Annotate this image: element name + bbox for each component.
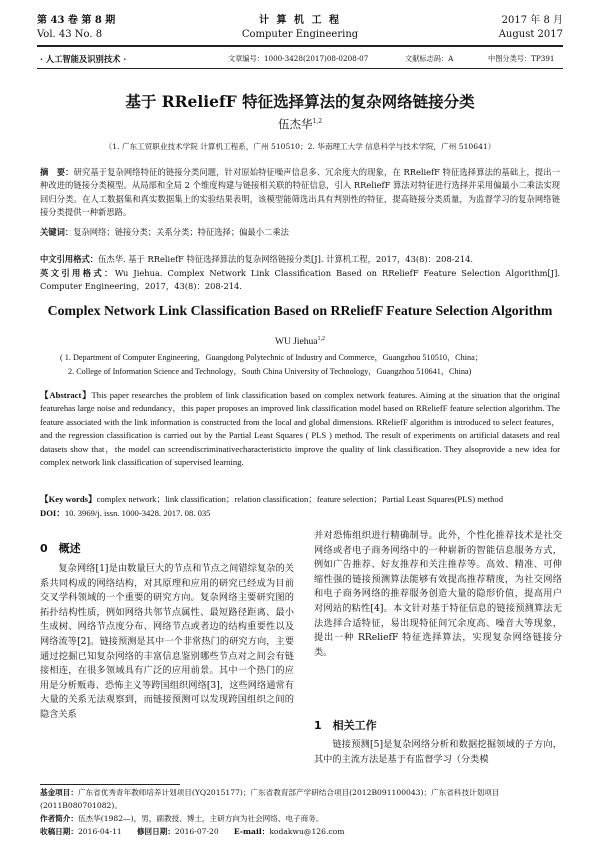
keywords-en-text: complex network；link classification；relation classification；feature selection；Partial Least Squares(PLS) method xyxy=(96,494,503,504)
journal-cn: 计 算 机 工 程 xyxy=(259,15,341,26)
fund-label: 基金项目： xyxy=(40,788,78,797)
citation-en-text: Wu Jiehua. Complex Network Link Classification Based on RReliefF Feature Selection Algorithm[J]. Computer Engineering，2017，43(8)：208-214. xyxy=(40,268,560,292)
title-en: Complex Network Link Classification Based on RReliefF Feature Selection Algorithm xyxy=(47,303,553,318)
email-label: E-mail： xyxy=(233,827,270,836)
citation-cn-label: 中文引用格式： xyxy=(40,254,99,264)
received-date: 2016-04-11 xyxy=(77,827,122,836)
email-link[interactable]: kodakwu@126.com xyxy=(269,827,345,836)
doi xyxy=(40,507,560,520)
journal-en: Computer Engineering xyxy=(241,29,359,40)
section-1-heading: 1 相关工作 xyxy=(314,719,377,732)
abstract-en xyxy=(40,389,560,469)
footnote-author xyxy=(40,813,562,826)
abstract-cn-text: 研究基于复杂网络特征的链接分类问题，针对原始特征噪声信息多、冗余度大的现象，在 RReliefF 特征选择算法的基础上，提出一种改进的链接分类模型。从局部和全局 2 个维度构建与链接相关联的特征信息，引入 RReliefF 算法对特征进行选择并采用偏最小二乘法实现回归分类。在人工数据集和真实数据集上的实验结果表明，该模型能筛选出具有判别性的特征，提高链接分类质量，为监督学习的复杂网络链接分类提供一种新思路。 xyxy=(40,167,560,218)
affiliation-en-2: 2. College of Information Science and Technology，South China University of Technology，Guangzhou 510641，China) xyxy=(68,367,472,376)
document-code: 文献标志码：A xyxy=(405,54,454,63)
doi-text: 10. 3969/j. issn. 1000-3428. 2017. 08. 035 xyxy=(64,508,211,518)
author-en-sup: 1,2 xyxy=(317,336,325,342)
date-en: August 2017 xyxy=(498,29,563,40)
author-cn-sup: 1,2 xyxy=(312,118,323,126)
title-cn: 基于 RReliefF 特征选择算法的复杂网络链接分类 xyxy=(125,92,475,111)
date-cn: 2017 年 8 月 xyxy=(501,15,563,26)
section-0-heading: 0 概述 xyxy=(40,542,81,555)
revised-date: 2016-07-20 xyxy=(174,827,219,836)
info-rule xyxy=(37,68,563,69)
citation-en xyxy=(40,267,560,294)
citation-en-label: 英文引用格式： xyxy=(40,268,115,278)
received-label: 收稿日期： xyxy=(40,827,78,836)
keywords-cn-text: 复杂网络；链接分类；关系分类；特征选择；偏最小二乘法 xyxy=(73,227,289,237)
author-en xyxy=(0,336,600,347)
left-column-paragraph: 复杂网络[1]是由数量巨大的节点和节点之间错综复杂的关系共同构成的网络结构，对其原理和应用的研究已经成为目前交叉学科领域的一个重要的研究方向。复杂网络主要研究图的拓扑结构性质，例如网络共邻节点属性、最短路径距离、最小生成树、网络节点度分布、网络节点或者边的结构重要性以及网络流等[2]。链接预测是其中一个非常热门的研究方向，主要通过挖掘已知复杂网络的丰富信息鉴别哪些节点对之间会有链接相连，在很多领域具有广泛的应用前景。其中一个热门的应用是分析贩毒、恐怖主义等跨国组织网络[3]，这些网络通常有大量的关系无法观察到，而链接预测可以发现跨国组织之间的隐含关系 xyxy=(40,563,294,720)
abstract-cn-label: 摘 要： xyxy=(40,167,74,177)
footnote-rule xyxy=(40,784,180,785)
volume-cn: 第 43 卷 第 8 期 xyxy=(37,15,116,26)
column-label: · 人工智能及识别技术 · xyxy=(40,54,127,64)
doi-label: DOI： xyxy=(40,508,65,518)
author-en-name: WU Jiehua xyxy=(275,337,318,348)
clc-number: 中图分类号：TP391 xyxy=(488,54,555,63)
footnote-dates xyxy=(40,826,344,839)
header-rule xyxy=(37,45,563,47)
author-cn-name: 伍杰华 xyxy=(277,117,313,131)
volume-en: Vol. 43 No. 8 xyxy=(37,29,103,40)
abstract-en-text: This paper researches the problem of link classification based on complex network features. Aiming at the situation that the original featurehas large noise and redundancy，this paper proposes an improved link classification model based on RReliefF feature selection algorithm. The feature associated with the link information is constructed from the local and global dimensions. RReliefF algorithm is introduced to select features，and the regression classification is carried out by the Partial Least Squares ( PLS ) method. The result of experiments on artificial datasets and real datasets show that，the model can screendiscriminativecharacteristicto improve the quality of link classification. They alsoprovide a new idea for complex network link classification of supervised learning. xyxy=(40,390,560,468)
fund-text: 广东省优秀青年教师培养计划项目(YQ2015177)；广东省教育部产学研结合项目(2012B091100043)；广东省科技计划项目(2011B080701082)。 xyxy=(40,788,500,810)
author-cn xyxy=(0,116,600,132)
author-bio-text: 伍杰华(1982—)，男，副教授、博士，主研方向为社会网络、电子商务。 xyxy=(77,814,324,823)
keywords-cn xyxy=(40,226,560,239)
footnote-fund xyxy=(40,787,562,813)
keywords-en xyxy=(40,493,560,506)
citation-cn-text: 伍杰华. 基于 RReliefF 特征选择算法的复杂网络链接分类[J]. 计算机工程，2017，43(8)：208-214. xyxy=(98,254,474,264)
keywords-en-label: 【Key words】 xyxy=(40,494,97,504)
right-column-paragraph-2: 链接预测[5]是复杂网络分析和数据挖掘领域的子方向，其中的主流方法是基于有监督学习（分类模 xyxy=(314,739,562,765)
affiliation-en-1: ( 1. Department of Computer Engineering，Guangdong Polytechnic of Industry and Commerce，Guangzhou 510510，China； xyxy=(60,353,483,362)
affiliation-cn: （1. 广东工贸职业技术学院 计算机工程系，广州 510510；2. 华南理工大学 信息科学与技术学院，广州 510641） xyxy=(104,142,496,151)
abstract-en-label: 【Abstract】 xyxy=(40,390,92,400)
author-bio-label: 作者简介： xyxy=(40,814,78,823)
keywords-cn-label: 关键词： xyxy=(40,227,74,237)
abstract-cn xyxy=(40,166,560,220)
article-number: 文章编号：1000-3428(2017)08-0208-07 xyxy=(228,54,369,63)
citation-cn xyxy=(40,253,560,266)
right-column-paragraph-1: 并对恐怖组织进行精确制导。此外，个性化推荐技术是社交网络或者电子商务网络中的一种崭新的智能信息服务方式，例如广告推荐、好友推荐和关注推荐等。高效、精准、可伸缩性强的链接预测算法能够有效提高推荐精度，为社交网络和电子商务网络的推荐服务创造大量的隐形价值，提高用户对网站的粘性[4]。本文针对基于特征信息的链接预测算法无法选择合适特征，易出现特征间冗余度高、噪音大等现象，提出一种 RReliefF 特征选择算法，实现复杂网络链接分类。 xyxy=(314,530,562,658)
revised-label: 修回日期： xyxy=(136,827,175,836)
